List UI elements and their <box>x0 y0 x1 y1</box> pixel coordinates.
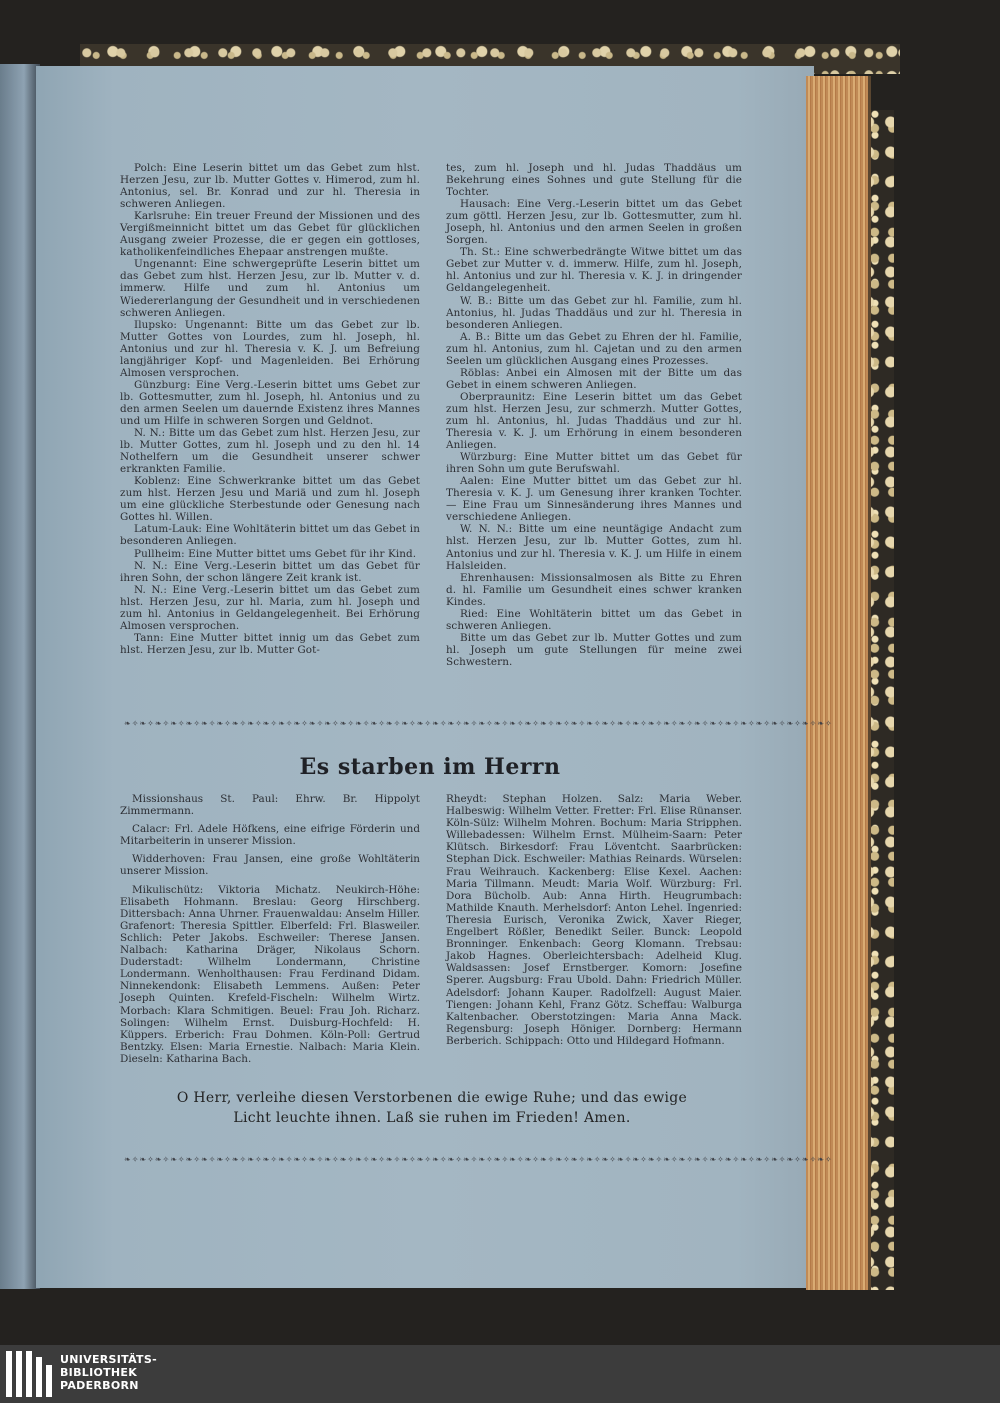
library-logo-icon <box>6 1351 52 1397</box>
request-paragraph: Röblas: Anbei ein Almosen mit der Bitte um das Gebet in einem schweren Anliegen. <box>446 366 742 391</box>
obituary-paragraph: Rheydt: Stephan Holzen. Salz: Maria Weber. Halbeswig: Wilhelm Vetter. Fretter: Frl. Elise Rünanser. Köln-Sülz: Wilhelm Mohren. Bochum: Maria Stripphen. Willebadessen: Wilhelm Ernst. Mülheim-Saarn: Peter Klütsch. Birkesdorf: Frau Löventcht. Saarbrücken: Stephan Dick. Eschweiler: Mathias Reinards. Würselen: Frau Weihrauch. Kackenberg: Elise Kexel. Aachen: Maria Tillmann. Meudt: Maria Wolf. Würzburg: Frl. Dora Bücholb. Aub: Anna Hirth. Heugrumbach: Mathilde Knauth. Merhelsdorf: Anton Lehel. Ingenried: Theresia Eurisch, Veronika Zwick, Xaver Rieger, Engelbert Rößler, Benedikt Seiler. Bunck: Leopold Bronninger. Enkenbach: Georg Klomann. Trebsau: Jakob Hagnes. Oberleichtersbach: Adelheid Klug. Waldsassen: Josef Ernstberger. Komorn: Josefine Sperer. Augsburg: Frau Ubold. Dahn: Friedrich Müller. Adelsdorf: Johann Kauper. Radolfzell: August Maier. Tiengen: Johann Kehl, Franz Götz. Scheffau: Walburga Kaltenbacher. Oberstotzingen: Maria Anna Mack. Regensburg: Joseph Höniger. Dornberg: Hermann Berberich. Schippach: Otto und Hildegard Hofmann. <box>446 793 742 1047</box>
prayer-line: O Herr, verleihe diesen Verstorbenen die ewige Ruhe; und das ewige <box>176 1090 688 1106</box>
request-paragraph: Pullheim: Eine Mutter bittet ums Gebet für ihr Kind. <box>134 547 417 560</box>
request-paragraph: N. N.: Bitte um das Gebet zum hlst. Herzen Jesu, zur lb. Mutter Gottes, zum hl. Joseph und zu den hl. 14 Nothelfern um die Gesundheit unserer schwer erkrankten Familie. <box>120 427 420 476</box>
request-paragraph: Aalen: Eine Mutter bittet um das Gebet zur hl. Theresia v. K. J. um Genesung ihrer kranken Tochter. — Eine Frau um Sinnesänderung ihres Mannes und verschiedene Anliegen. <box>446 475 742 524</box>
prayer-line: Licht leuchte ihnen. Laß sie ruhen im Frieden! Amen. <box>233 1110 631 1126</box>
request-paragraph: tes, zum hl. Joseph und hl. Judas Thaddäus um Bekehrung eines Sohnes und gute Stellung für die Tochter. <box>446 162 742 199</box>
library-name-line: PADERBORN <box>60 1379 139 1392</box>
obituary-left-column <box>120 793 420 1071</box>
request-paragraph: N. N.: Eine Verg.-Leserin bittet um das Gebet zum hlst. Herzen Jesu, zur hl. Maria, zum hl. Joseph und zum hl. Antonius in Geldangelegenheit. Bei Erhörung Almosen versprochen. <box>120 583 420 632</box>
library-name <box>60 1353 157 1392</box>
obituary-paragraph: Mikulischütz: Viktoria Michatz. Neukirch-Höhe: Elisabeth Hohmann. Breslau: Georg Hirschberg. Dittersbach: Anna Uhrner. Frauenwaldau: Anselm Hiller. Grafenort: Theresia Spittler. Elberfeld: Frl. Blasweiler. Schlich: Peter Jakobs. Eschweiler: Therese Jansen. Nalbach: Katharina Dräger, Nikolaus Schorn. Duderstadt: Wilhelm Londermann, Christine Londermann. Wenholthausen: Frau Ferdinand Didam. Ninnekendonk: Elisabeth Lemmens. Außen: Peter Joseph Quinten. Krefeld-Fischeln: Wilhelm Wirtz. Morbach: Klara Schmitigen. Beuel: Frau Joh. Richarz. Solingen: Wilhelm Ernst. Duisburg-Hochfeld: H. Küppers. Erberich: Frau Dohmen. Köln-Poll: Gertrud Bentzky. Elsen: Maria Ernestie. Nalbach: Maria Klein. Dieseln: Katharina Bach. <box>120 883 420 1065</box>
ornament-divider: ❧✧❧✧❧✧❧✧❧✧❧✧❧✧❧✧❧✧❧✧❧✧❧✧❧✧❧✧❧✧❧✧❧✧❧✧❧✧❧✧❧✧❧✧❧✧❧✧❧✧❧✧❧✧❧✧❧✧❧✧❧✧❧✧❧✧❧✧❧✧❧✧❧✧❧✧❧✧❧✧❧✧❧✧❧✧❧✧❧✧❧✧ <box>124 1155 833 1164</box>
ornament-divider: ❧✧❧✧❧✧❧✧❧✧❧✧❧✧❧✧❧✧❧✧❧✧❧✧❧✧❧✧❧✧❧✧❧✧❧✧❧✧❧✧❧✧❧✧❧✧❧✧❧✧❧✧❧✧❧✧❧✧❧✧❧✧❧✧❧✧❧✧❧✧❧✧❧✧❧✧❧✧❧✧❧✧❧✧❧✧❧✧❧✧❧✧ <box>124 719 833 728</box>
request-paragraph: Hausach: Eine Verg.-Leserin bittet um das Gebet zum göttl. Herzen Jesu, zur lb. Gottesmutter, zum hl. Joseph, hl. Antonius und den armen Seelen in großen Sorgen. <box>446 198 742 247</box>
request-paragraph: Polch: Eine Leserin bittet um das Gebet zum hlst. Herzen Jesu, zur lb. Mutter Gottes v. Himerod, zum hl. Antonius, sel. Br. Konrad und zur hl. Theresia in schweren Anliegen. <box>120 162 420 211</box>
request-paragraph: Ehrenhausen: Missionsalmosen als Bitte zu Ehren d. hl. Familie um Gesundheit eines schwer kranken Kindes. <box>446 571 742 608</box>
request-paragraph: Bitte um das Gebet zur lb. Mutter Gottes und zum hl. Joseph um gute Stellungen für meine zwei Schwestern. <box>446 631 742 668</box>
prayer-requests-right-column <box>446 162 742 668</box>
obituary-paragraph: Missionshaus St. Paul: Ehrw. Br. Hippolyt Zimmermann. <box>120 793 420 818</box>
obituary-right-column <box>446 793 742 1047</box>
request-paragraph: Tann: Eine Mutter bittet innig um das Gebet zum hlst. Herzen Jesu, zur lb. Mutter Got- <box>120 631 420 656</box>
section-heading: Es starben im Herrn <box>299 754 561 780</box>
request-paragraph: Ungenannt: Eine schwergeprüfte Leserin bittet um das Gebet zum hlst. Herzen Jesu, zur lb. Mutter v. d. immerw. Hilfe und zum hl. Antonius um Wiedererlangung der Gesundheit und in verschiedenen schweren Anliegen. <box>120 258 420 319</box>
request-paragraph: Th. St.: Eine schwerbedrängte Witwe bittet um das Gebet zur Mutter v. d. immerw. Hilfe, zum hl. Joseph, hl. Antonius und zur hl. Theresia v. K. J. in dringender Geldangelegenheit. <box>446 246 742 295</box>
request-paragraph: W. B.: Bitte um das Gebet zur hl. Familie, zum hl. Antonius, hl. Judas Thaddäus und zur hl. Theresia in besonderen Anliegen. <box>446 294 742 331</box>
request-paragraph: Karlsruhe: Ein treuer Freund der Missionen und des Vergißmeinnicht bittet um das Gebet für glücklichen Ausgang zweier Prozesse, die er gegen ein gottloses, katholikenfeindliches Ehepaar anstrengen mußte. <box>120 210 420 259</box>
obituary-paragraph: Calacr: Frl. Adele Höfkens, eine eifrige Förderin und Mitarbeiterin in unserer Mission. <box>120 823 420 848</box>
request-paragraph: Latum-Lauk: Eine Wohltäterin bittet um das Gebet in besonderen Anliegen. <box>120 523 420 548</box>
request-paragraph: Würzburg: Eine Mutter bittet um das Gebet für ihren Sohn um gute Berufswahl. <box>446 451 742 476</box>
closing-prayer <box>120 1088 744 1128</box>
request-paragraph: A. B.: Bitte um das Gebet zu Ehren der hl. Familie, zum hl. Antonius, zum hl. Cajetan und zu den armen Seelen um glücklichen Ausgang eines Prozesses. <box>446 330 742 367</box>
request-paragraph: Günzburg: Eine Verg.-Leserin bittet ums Gebet zur lb. Gottesmutter, zum hl. Joseph, hl. Antonius und zu den armen Seelen um dauernde Existenz ihres Mannes und um Hilfe in schweren Sorgen und Geldnot. <box>120 378 420 427</box>
prayer-requests-left-column <box>120 162 420 656</box>
request-paragraph: N. N.: Eine Verg.-Leserin bittet um das Gebet für ihren Sohn, der schon längere Zeit krank ist. <box>120 559 420 584</box>
request-paragraph: Ried: Eine Wohltäterin bittet um das Gebet in schweren Anliegen. <box>446 607 742 632</box>
library-name-line: BIBLIOTHEK <box>60 1366 138 1379</box>
request-paragraph: Ilupsko: Ungenannt: Bitte um das Gebet zur lb. Mutter Gottes von Lourdes, zum hl. Joseph, hl. Antonius und zur hl. Theresia v. K. J. um Befreiung langjähriger Kopf- und Magenleiden. Bei Erhörung Almosen versprochen. <box>120 318 420 379</box>
request-paragraph: W. N. N.: Bitte um eine neuntägige Andacht zum hlst. Herzen Jesu, zur lb. Mutter Gottes, zum hl. Antonius und zur hl. Theresia v. K. J. um Hilfe in einem Halsleiden. <box>446 523 742 572</box>
request-paragraph: Oberpraunitz: Eine Leserin bittet um das Gebet zum hlst. Herzen Jesu, zur schmerzh. Mutter Gottes, zum hl. Antonius, hl. Judas Thaddäus und zur hl. Theresia v. K. J. um Erhörung in einem besonderen Anliegen. <box>446 390 742 452</box>
library-name-line: UNIVERSITÄTS- <box>60 1353 157 1366</box>
obituary-paragraph: Widderhoven: Frau Jansen, eine große Wohltäterin unserer Mission. <box>120 853 420 878</box>
request-paragraph: Koblenz: Eine Schwerkranke bittet um das Gebet zum hlst. Herzen Jesu und Mariä und zum hl. Joseph um eine glückliche Sterbestunde oder Genesung nach Gottes hl. Willen. <box>120 475 420 524</box>
